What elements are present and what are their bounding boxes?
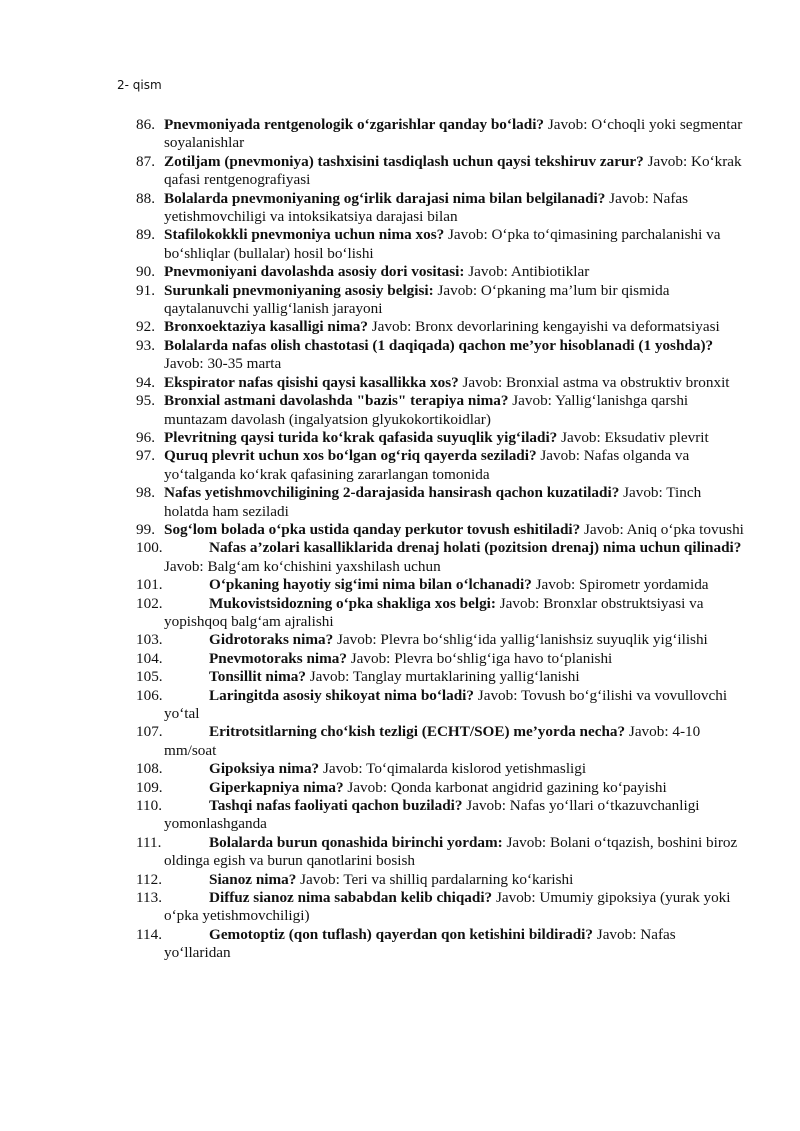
- answer-text: Javob: Aniq o‘pka tovushi: [580, 520, 744, 538]
- list-item: [136, 871, 746, 889]
- list-item: [136, 429, 746, 447]
- list-item: [136, 779, 746, 797]
- answer-text: Javob: 30-35 marta: [164, 355, 282, 373]
- question-text: Bolalarda nafas olish chastotasi (1 daqiqada) qachon me’yor hisoblanadi (1 yoshda)?: [164, 336, 714, 354]
- question-text: O‘pkaning hayotiy sig‘imi nima bilan o‘lchanadi?: [209, 576, 532, 594]
- answer-text: Javob: Plevra bo‘shlig‘iga havo to‘planishi: [346, 649, 613, 667]
- question-text: Laringitda asosiy shikoyat nima bo‘ladi?: [209, 686, 474, 704]
- item-number: 110.: [136, 797, 163, 815]
- answer-text: Javob: Teri va shilliq pardalarning ko‘karishi: [296, 870, 574, 888]
- question-text: Tashqi nafas faoliyati qachon buziladi?: [209, 797, 463, 815]
- answer-text: Javob: Bronxial astma va obstruktiv bronxit: [458, 373, 730, 391]
- answer-text: Javob: Nafas olganda va yo‘talganda ko‘krak qafasining zararlangan tomonida: [164, 447, 690, 483]
- list-item: [136, 668, 746, 686]
- item-number: 86.: [136, 116, 155, 133]
- question-text: Nafas a’zolari kasalliklarida drenaj holati (pozitsion drenaj) nima uchun qilinadi?: [209, 539, 742, 557]
- question-text: Gidrotoraks nima?: [209, 631, 334, 649]
- question-text: Tonsillit nima?: [209, 668, 306, 686]
- list-item: [136, 797, 746, 834]
- question-text: Eritrotsitlarning cho‘kish tezligi (ECHT/SOE) me’yorda necha?: [209, 723, 626, 741]
- question-text: Bolalarda burun qonashida birinchi yordam:: [209, 833, 503, 851]
- question-text: Plevritning qaysi turida ko‘krak qafasida suyuqlik yig‘iladi?: [164, 428, 558, 446]
- answer-text: Javob: Umumiy gipoksiya (yurak yoki o‘pka yetishmovchiligi): [164, 889, 731, 925]
- answer-text: Javob: Nafas yo‘llaridan: [164, 925, 676, 962]
- answer-text: Javob: Bolani o‘tqazish, boshini biroz oldinga egish va burun qanotlarini bosish: [164, 833, 738, 870]
- answer-text: Javob: O‘pkaning ma’lum bir qismida qaytalanuvchi yallig‘lanish jarayoni: [164, 281, 670, 318]
- answer-text: Javob: O‘pka to‘qimasining parchalanishi va bo‘shliqlar (bullalar) hosil bo‘lishi: [164, 226, 721, 262]
- answer-text: Javob: 4-10 mm/soat: [164, 723, 701, 759]
- list-item: [136, 521, 746, 539]
- answer-text: Javob: Spirometr yordamida: [531, 576, 709, 594]
- item-number: 88.: [136, 189, 155, 207]
- question-text: Stafilokokkli pnevmoniya uchun nima xos?: [164, 226, 445, 244]
- list-item: [136, 282, 746, 319]
- qa-list: [136, 116, 746, 963]
- question-text: Zotiljam (pnevmoniya) tashxisini tasdiqlash uchun qaysi tekshiruv zarur?: [164, 152, 644, 170]
- question-text: Ekspirator nafas qisishi qaysi kasallikka xos?: [164, 373, 459, 391]
- list-item: [136, 723, 746, 760]
- question-text: Surunkali pnevmoniyaning asosiy belgisi:: [164, 281, 434, 299]
- list-item: [136, 760, 746, 778]
- item-number: 89.: [136, 226, 155, 244]
- list-item: [136, 834, 746, 871]
- item-number: 111.: [136, 833, 162, 851]
- answer-text: Javob: Tanglay murtaklarining yallig‘lanishi: [305, 668, 580, 686]
- question-text: Pnevmoniyada rentgenologik o‘zgarishlar qanday bo‘ladi?: [164, 116, 545, 133]
- item-number: 112.: [136, 870, 163, 888]
- answer-text: Javob: Plevra bo‘shlig‘ida yallig‘lanishsiz suyuqlik yig‘ilishi: [333, 631, 708, 649]
- list-item: [136, 190, 746, 227]
- item-number: 96.: [136, 428, 155, 446]
- item-number: 101.: [136, 576, 163, 594]
- page-header: 2- qism: [117, 78, 162, 92]
- item-number: 99.: [136, 520, 155, 538]
- answer-text: Javob: Yallig‘lanishga qarshi muntazam davolash (ingalyatsion glyukokortikoidlar): [164, 392, 689, 428]
- question-text: Sianoz nima?: [209, 870, 297, 888]
- question-text: Bronxial astmani davolashda "bazis" terapiya nima?: [164, 392, 509, 410]
- question-text: Sog‘lom bolada o‘pka ustida qanday perkutor tovush eshitiladi?: [164, 520, 581, 538]
- list-item: [136, 318, 746, 336]
- item-number: 92.: [136, 318, 155, 336]
- question-text: Gipoksiya nima?: [209, 760, 320, 778]
- question-text: Nafas yetishmovchiligining 2-darajasida hansirash qachon kuzatiladi?: [164, 484, 620, 502]
- answer-text: Javob: Qonda karbonat angidrid gazining ko‘payishi: [343, 778, 667, 796]
- list-item: [136, 263, 746, 281]
- item-number: 105.: [136, 668, 163, 686]
- answer-text: Javob: Balg‘am ko‘chishini yaxshilash uchun: [164, 557, 441, 575]
- item-number: 100.: [136, 539, 163, 557]
- answer-text: Javob: Antibiotiklar: [464, 263, 590, 281]
- list-item: [136, 484, 746, 521]
- item-number: 104.: [136, 649, 163, 667]
- answer-text: Javob: To‘qimalarda kislorod yetishmasligi: [319, 760, 587, 778]
- list-item: [136, 153, 746, 190]
- answer-text: Javob: Ko‘krak qafasi rentgenografiyasi: [164, 152, 742, 189]
- question-text: Pnevmoniyani davolashda asosiy dori vositasi:: [164, 263, 465, 281]
- item-number: 90.: [136, 263, 155, 281]
- list-item: [136, 392, 746, 429]
- list-item: [136, 337, 746, 374]
- answer-text: Javob: Tovush bo‘g‘ilishi va vovullovchi yo‘tal: [164, 686, 728, 722]
- item-number: 93.: [136, 336, 155, 354]
- list-item: [136, 631, 746, 649]
- list-item: [136, 226, 746, 263]
- list-item: [136, 116, 746, 153]
- question-text: Bolalarda pnevmoniyaning og‘irlik darajasi nima bilan belgilanadi?: [164, 189, 606, 207]
- item-number: 91.: [136, 281, 155, 299]
- item-number: 108.: [136, 760, 163, 778]
- item-number: 114.: [136, 925, 163, 943]
- list-item: [136, 595, 746, 632]
- list-item: [136, 687, 746, 724]
- question-text: Quruq plevrit uchun xos bo‘lgan og‘riq qayerda seziladi?: [164, 447, 537, 465]
- item-number: 94.: [136, 373, 155, 391]
- item-number: 106.: [136, 686, 163, 704]
- item-number: 107.: [136, 723, 163, 741]
- list-item: [136, 889, 746, 926]
- question-text: Pnevmotoraks nima?: [209, 649, 347, 667]
- item-number: 109.: [136, 778, 163, 796]
- item-number: 103.: [136, 631, 163, 649]
- answer-text: Javob: Nafas yo‘llari o‘tkazuvchanligi yomonlashganda: [164, 797, 700, 833]
- answer-text: Javob: Tinch holatda ham seziladi: [164, 484, 702, 520]
- list-item: [136, 374, 746, 392]
- answer-text: Javob: O‘choqli yoki segmentar soyalanishlar: [164, 116, 743, 152]
- list-item: [136, 576, 746, 594]
- item-number: 102.: [136, 594, 163, 612]
- answer-text: Javob: Eksudativ plevrit: [557, 428, 709, 446]
- item-number: 87.: [136, 152, 155, 170]
- question-text: Giperkapniya nima?: [209, 778, 344, 796]
- list-item: [136, 650, 746, 668]
- item-number: 98.: [136, 484, 155, 502]
- item-number: 97.: [136, 447, 155, 465]
- question-text: Bronxoektaziya kasalligi nima?: [164, 318, 368, 336]
- question-text: Diffuz sianoz nima sababdan kelib chiqadi?: [209, 889, 493, 907]
- item-number: 113.: [136, 889, 163, 907]
- list-item: [136, 926, 746, 963]
- answer-text: Javob: Nafas yetishmovchiligi va intoksikatsiya darajasi bilan: [164, 189, 689, 226]
- item-number: 95.: [136, 392, 155, 410]
- answer-text: Javob: Bronx devorlarining kengayishi va deformatsiyasi: [367, 318, 720, 336]
- list-item: [136, 539, 746, 576]
- question-text: Gemotoptiz (qon tuflash) qayerdan qon ketishini bildiradi?: [209, 925, 593, 943]
- answer-text: Javob: Bronxlar obstruktsiyasi va yopishqoq balg‘am ajralishi: [164, 594, 704, 630]
- question-text: Mukovistsidozning o‘pka shakliga xos belgi:: [209, 594, 496, 612]
- list-item: [136, 447, 746, 484]
